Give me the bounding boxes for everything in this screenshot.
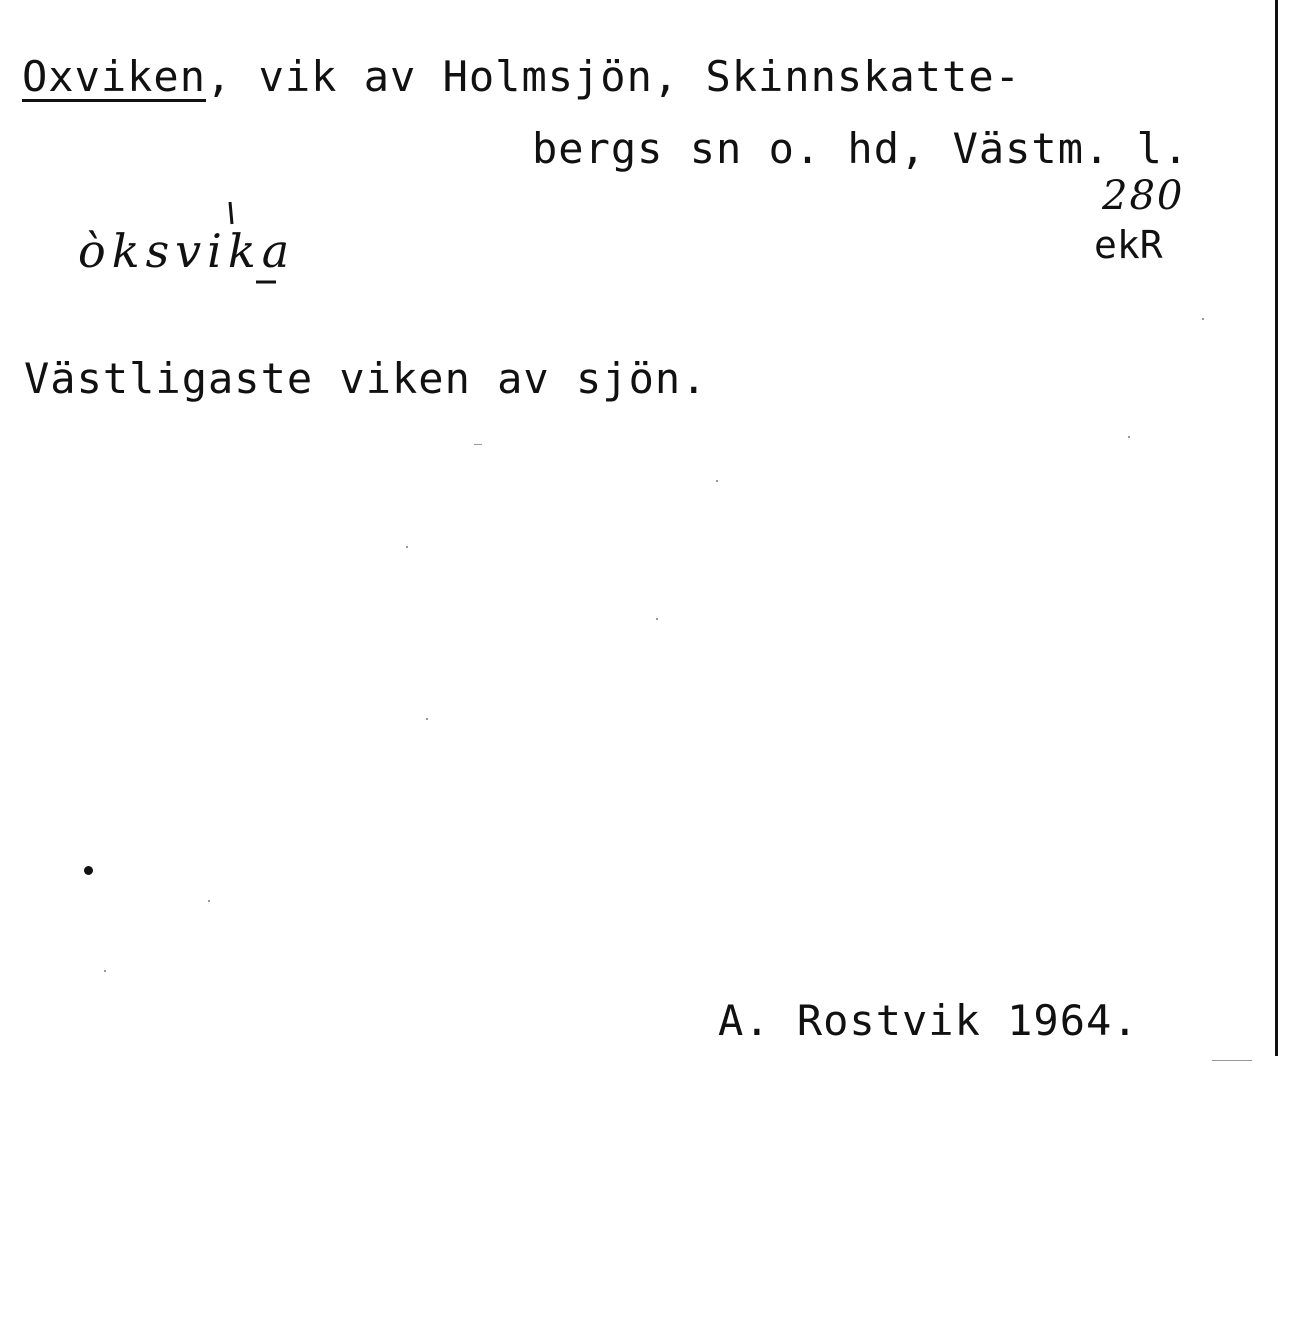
speck (104, 970, 106, 972)
accent-marks (70, 196, 370, 306)
title-continuation: bergs sn o. hd, Västm. l. (532, 124, 1190, 173)
stress-mark (230, 202, 232, 224)
speck (1212, 1060, 1252, 1061)
speck (208, 900, 210, 902)
ink-dot (84, 866, 93, 875)
speck (1128, 436, 1130, 438)
title-line (22, 52, 1021, 101)
title-rest: , vik av Holmsjön, Skinnskatte- (206, 52, 1021, 101)
speck (406, 546, 408, 548)
signature: A. Rostvik 1964. (718, 996, 1139, 1045)
speck (716, 480, 718, 482)
speck (1202, 318, 1204, 320)
pronunciation-handwritten: òksvika (78, 224, 296, 278)
speck (656, 618, 658, 620)
speck (426, 718, 428, 720)
handwritten-number: 280 (1102, 173, 1185, 219)
code-label: ekR (1094, 223, 1163, 267)
headword: Oxviken (22, 52, 207, 101)
description: Västligaste viken av sjön. (24, 354, 708, 403)
card-edge-line (1275, 0, 1278, 1056)
speck (474, 444, 482, 445)
